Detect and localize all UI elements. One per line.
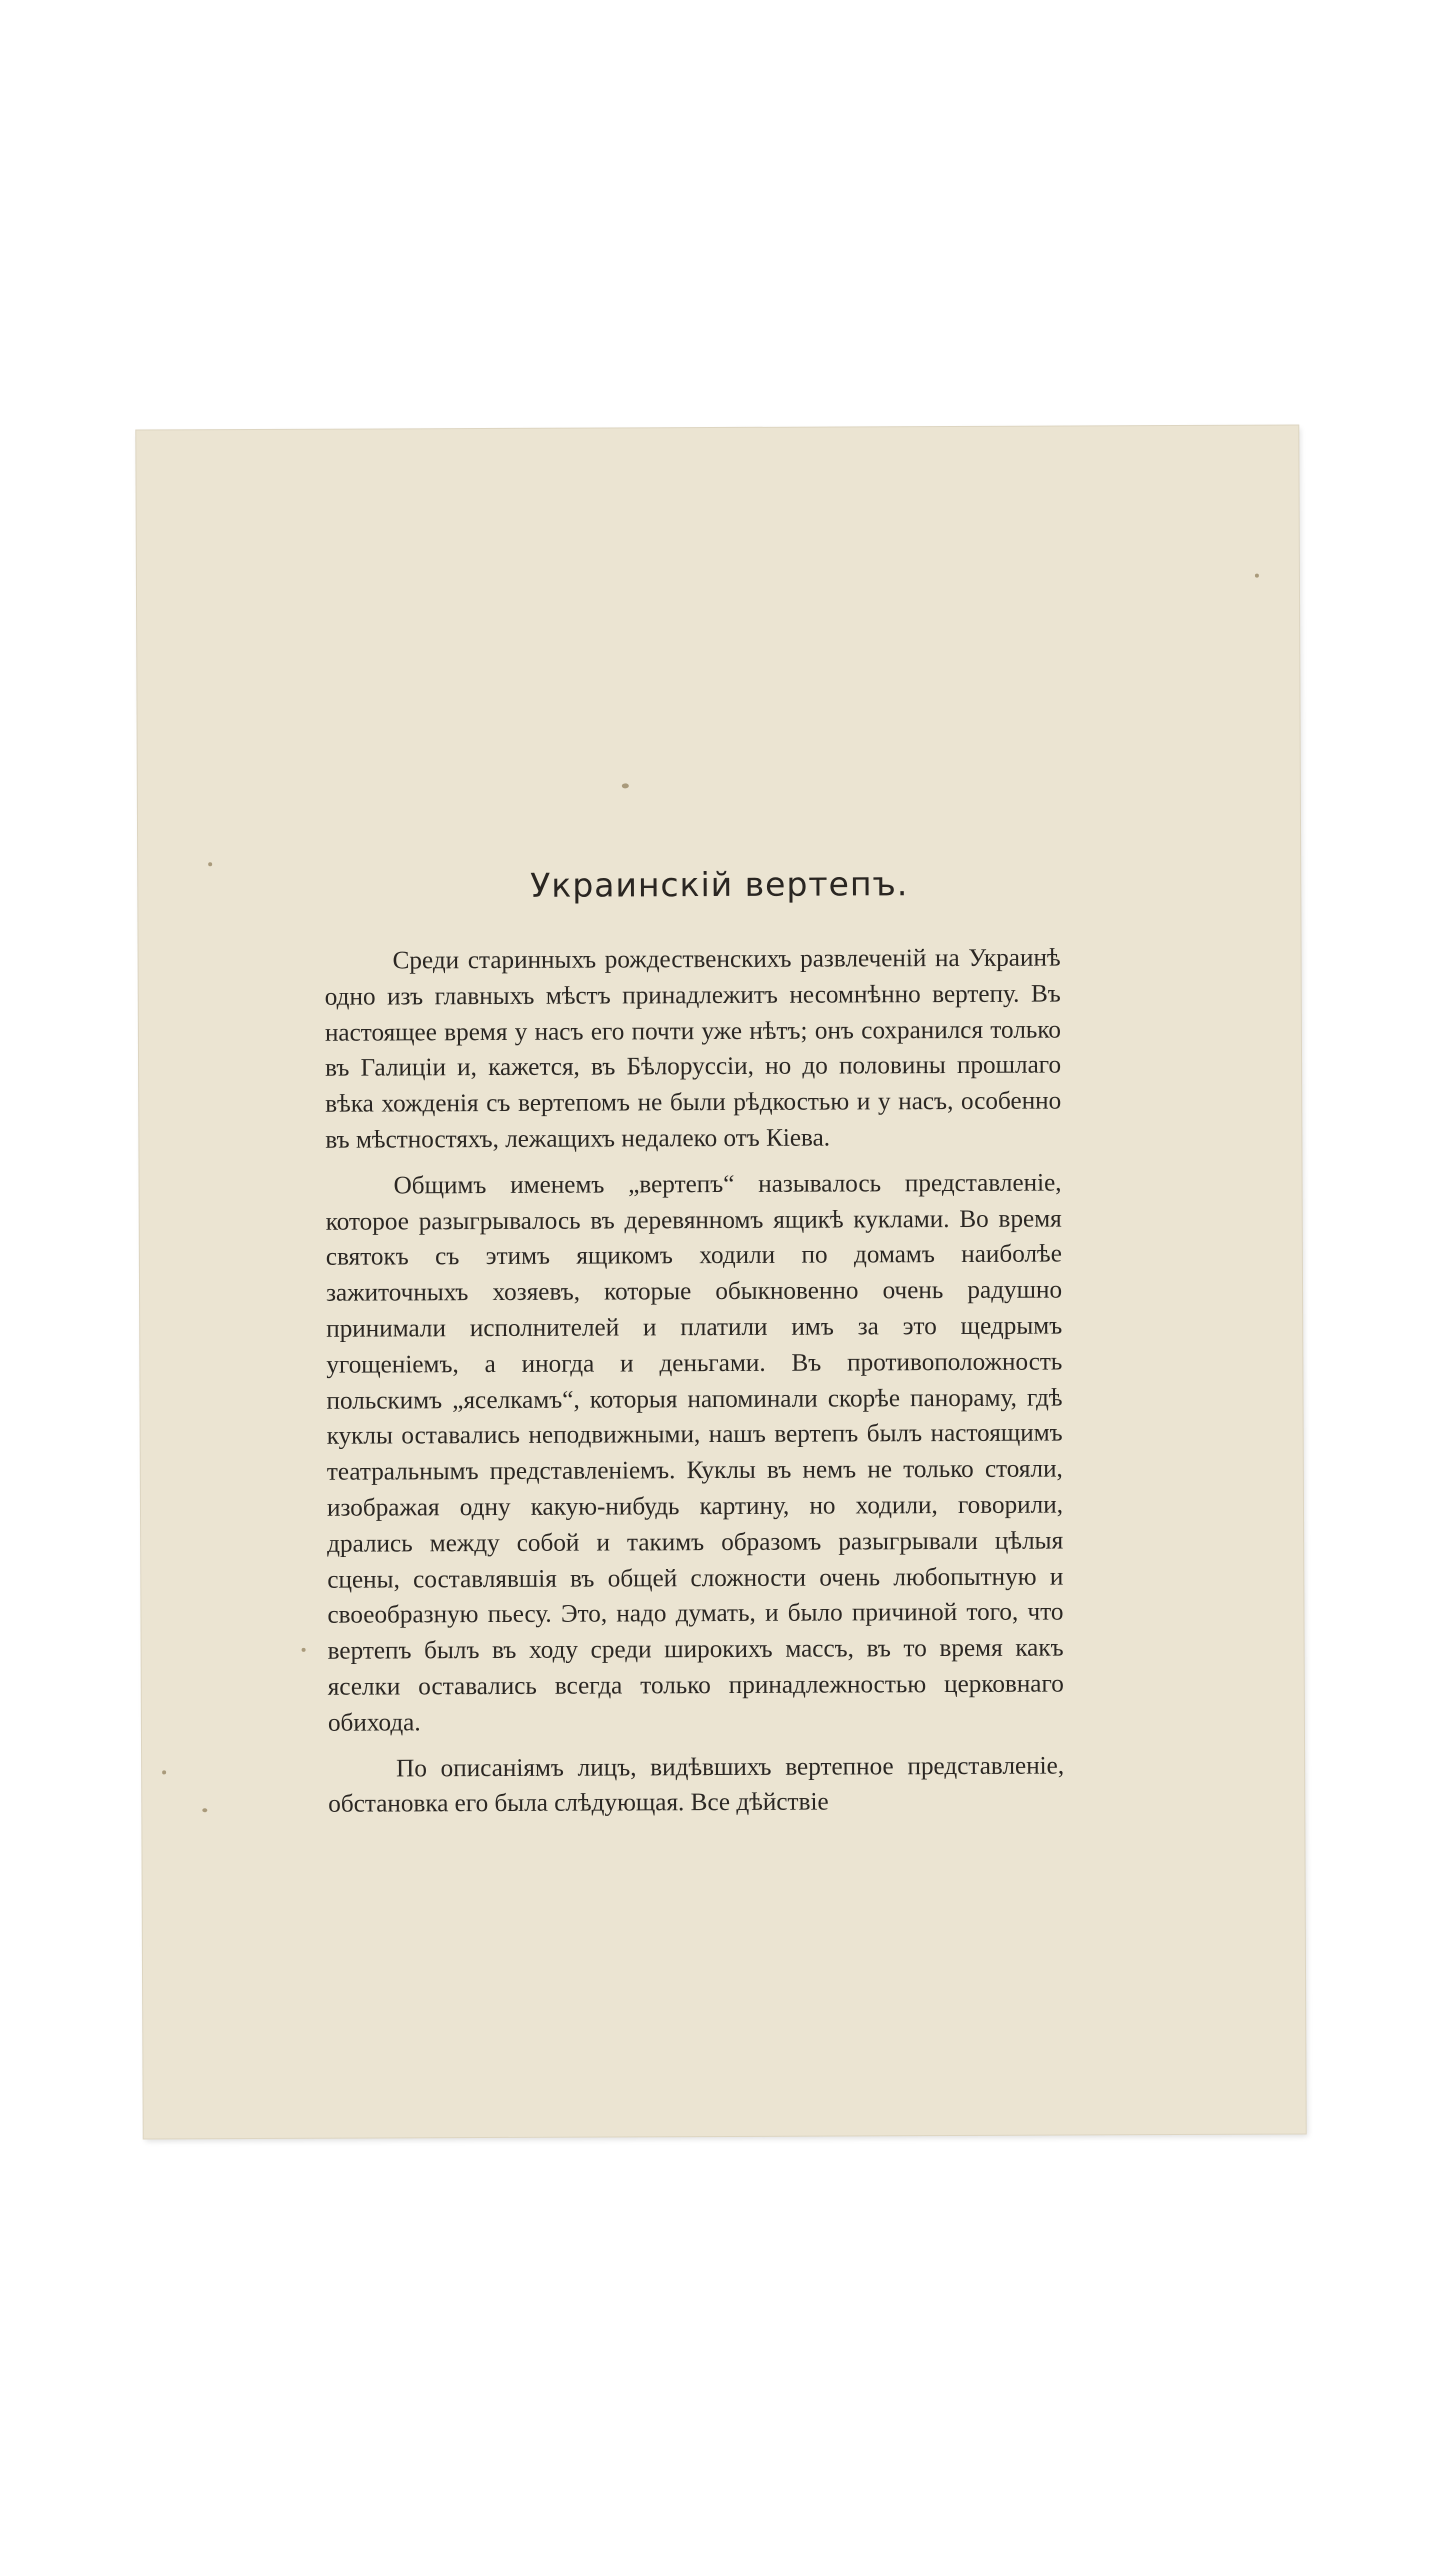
document-page [136, 425, 1305, 2138]
paragraph: По описаніямъ лицъ, видѣвшихъ вертепное представленіе, обстановка его была слѣдующая. Все дѣйствіе [328, 1752, 1065, 1819]
paragraph: Общимъ именемъ „вертепъ“ называлось представленіе, которое разыгрывалось въ деревянномъ ящикѣ куклами. Во время святокъ съ этимъ ящикомъ ходили по домамъ наиболѣе зажиточныхъ хозяевъ, которые обыкновенно очень радушно принимали исполнителей и платили имъ за это щедрымъ угощеніемъ, а иногда и деньгами. Въ противоположность польскимъ „яселкамъ“, которыя напоминали скорѣе панораму, гдѣ куклы оставались неподвижными, нашъ вертепъ былъ настоящимъ театральнымъ представленіемъ. Куклы въ немъ не только стояли, изображая одну какую-нибудь картину, но ходили, говорили, дрались между собой и такимъ образомъ разыгрывали цѣлыя сцены, составлявшія въ общей сложности очень любопытную и своеобразную пьесу. Это, надо думать, и было причиной того, что вертепъ былъ въ ходу среди широкихъ массъ, въ то время какъ яселки оставались всегда только принадлежностью церковнаго обихода. [325, 1169, 1064, 1737]
paper-speck [622, 783, 629, 788]
paper-speck [162, 1770, 166, 1774]
body-text [325, 941, 1065, 1833]
paper-speck [208, 862, 212, 866]
paper-speck [1255, 574, 1259, 578]
paper-speck [202, 1808, 207, 1812]
paper-speck [302, 1648, 306, 1652]
paragraph: Среди старинныхъ рождественскихъ развлеченій на Украинѣ одно изъ главныхъ мѣстъ принадлежитъ несомнѣнно вертепу. Въ настоящее время у насъ его почти уже нѣтъ; онъ сохранился только въ Галиціи и, кажется, въ Бѣлоруссіи, но до половины прошлаго вѣка хожденія съ вертепомъ не были рѣдкостью и у насъ, особенно въ мѣстностяхъ, лежащихъ недалеко отъ Кіева. [324, 944, 1062, 1154]
page-title: Украинскій вертепъ. [530, 864, 909, 905]
